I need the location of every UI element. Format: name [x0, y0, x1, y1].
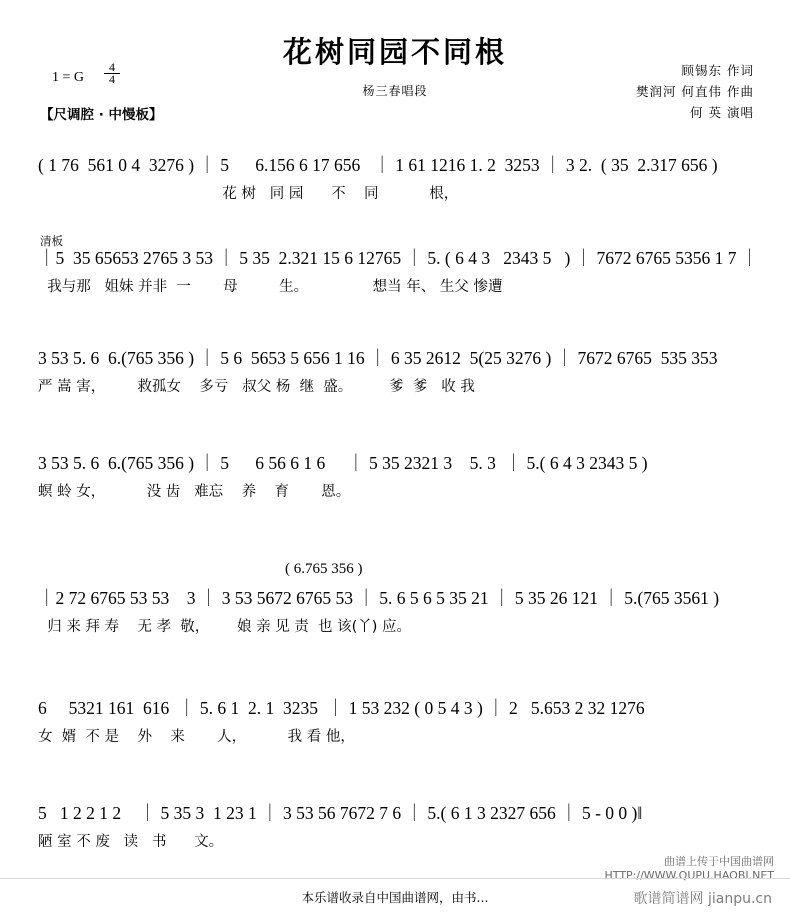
- page-subtitle: 杨三春唱段: [362, 84, 428, 98]
- notation-line-4: 3 53 5. 6 6.(765 356 ) ｜ 5 6 56 6 1 6 ｜ 5 35 2321 3 5. 3 ｜ 5.( 6 4 3 2343 5 ): [38, 453, 648, 473]
- notation-line-1: ( 1 76 561 0 4 3276 ) ｜ 5 6.156 6 17 656 ｜ 1 61 1216 1. 2 3253 ｜ 3 2. ( 35 2.317 656 ): [38, 155, 718, 175]
- notation-line-3: 3 53 5. 6 6.(765 356 ) ｜ 5 6 5653 5 656 1 16 ｜ 6 35 2612 5(25 3276 ) ｜ 7672 6765 535 353: [38, 348, 718, 368]
- credit-composer: 樊润河 何直伟 作曲: [636, 84, 754, 99]
- marker-qingban: 清板: [40, 234, 63, 248]
- lyrics-line-7: 陋 室 不 废 读 书 文。: [38, 834, 224, 850]
- lyrics-line-1: 花 树 同 园 不 同 根，: [38, 186, 459, 202]
- notation-line-2: ｜5 35 65653 2765 3 53 ｜ 5 35 2.321 15 6 12765 ｜ 5. ( 6 4 3 2343 5 ) ｜ 7672 6765 5356 1 7 ｜: [38, 248, 759, 268]
- time-signature-numerator: 4: [109, 60, 115, 74]
- lyrics-line-2: 我与那 姐妹 并非 一 母 生。 想当 年、 生父 惨遭: [38, 279, 503, 295]
- footer-divider: [0, 878, 790, 879]
- lyrics-line-5: 归 来 拜 寿 无 孝 敬， 娘 亲 见 责 也 该(丫) 应。: [38, 619, 412, 635]
- page-title: 花树同园不同根: [282, 35, 507, 69]
- key-signature: 1 = G: [52, 70, 85, 85]
- marker-interlude-phrase: ( 6.765 356 ): [285, 561, 363, 577]
- notation-line-6: 6 5321 161 616 ｜ 5. 6 1 2. 1 3235 ｜ 1 53 232 ( 0 5 4 3 ) ｜ 2 5.653 2 32 1276: [38, 698, 645, 718]
- watermark-line-1: 曲谱上传于中国曲谱网: [664, 855, 774, 868]
- credit-performer: 何 英 演唱: [690, 105, 754, 120]
- time-signature-denominator: 4: [104, 73, 120, 85]
- lyrics-line-4: 螟 蛉 女， 没 齿 难忘 养 育 恩。: [38, 484, 351, 500]
- bottom-watermark: 歌谱简谱网 jianpu.cn: [633, 891, 772, 907]
- credit-lyricist: 顾锡东 作词: [681, 63, 754, 78]
- time-signature: [104, 62, 120, 85]
- credits-block: [636, 60, 754, 123]
- lyrics-line-3: 严 嵩 害， 救孤女 多亏 叔父 杨 继 盛。 爹 爹 收 我: [38, 379, 475, 395]
- notation-line-5: ｜2 72 6765 53 53 3 ｜ 3 53 5672 6765 53 ｜ 5. 6 5 6 5 35 21 ｜ 5 35 26 121 ｜ 5.(765 3561 ): [38, 588, 720, 608]
- footer-note: 本乐谱收录自中国曲谱网，由书...: [301, 890, 489, 905]
- lyrics-line-6: 女 婿 不 是 外 来 人， 我 看 他，: [38, 729, 355, 745]
- notation-line-7: 5 1 2 2 1 2 ｜ 5 35 3 1 23 1 ｜ 3 53 56 7672 7 6 ｜ 5.( 6 1 3 2327 656 ｜ 5 - 0 0 )‖: [38, 803, 643, 823]
- watermark-line-2: HTTP://WWW.QUPU.HAOBI.NET: [604, 869, 774, 882]
- mode-tempo-label: 【尺调腔 · 中慢板】: [40, 107, 163, 123]
